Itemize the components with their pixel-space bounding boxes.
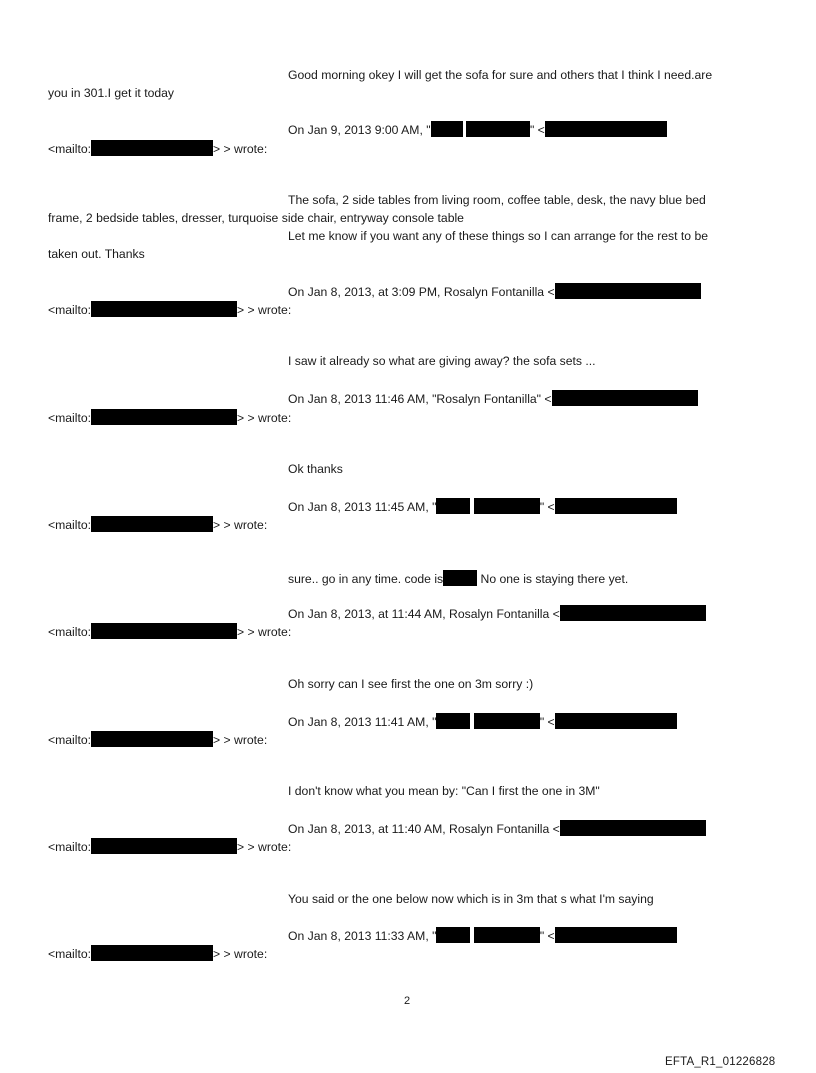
reply-header-mid: " < — [539, 929, 555, 943]
redaction-block — [552, 390, 698, 406]
wrote-label: > > wrote: — [237, 411, 292, 425]
bates-identifier: EFTA_R1_01226828 — [665, 1056, 776, 1068]
reply-header — [288, 498, 677, 515]
reply-header-prefix: On Jan 8, 2013, at 11:44 AM, Rosalyn Fontanilla < — [288, 607, 560, 621]
message-body-line: you in 301.I get it today — [48, 86, 175, 100]
reply-header-prefix: On Jan 8, 2013 11:41 AM, " — [288, 715, 437, 729]
mailto-label: <mailto: — [48, 411, 92, 425]
reply-header-mid: " < — [539, 500, 555, 514]
redaction-block — [91, 140, 213, 156]
redaction-block — [91, 301, 237, 317]
redaction-block — [466, 121, 530, 137]
reply-header-prefix: On Jan 8, 2013, at 3:09 PM, Rosalyn Fontanilla < — [288, 285, 555, 299]
mailto-label: <mailto: — [48, 840, 92, 854]
reply-mailto-line — [48, 516, 267, 533]
reply-header-mid: " < — [529, 123, 545, 137]
redaction-block — [560, 605, 706, 621]
redaction-block — [91, 731, 213, 747]
redaction-block — [474, 713, 540, 729]
reply-header-mid: " < — [539, 715, 555, 729]
message-body-line: Let me know if you want any of these things so I can arrange for the rest to be — [288, 229, 709, 243]
message-body-line — [288, 570, 628, 587]
redaction-block — [91, 516, 213, 532]
message-body-text: sure.. go in any time. code is — [288, 572, 444, 586]
reply-mailto-line — [48, 301, 291, 318]
reply-mailto-line — [48, 623, 291, 640]
mailto-label: <mailto: — [48, 142, 92, 156]
redaction-block — [431, 121, 463, 137]
message-body-line: I saw it already so what are giving away? the sofa sets ... — [288, 354, 596, 368]
reply-header-prefix: On Jan 9, 2013 9:00 AM, " — [288, 123, 431, 137]
reply-header-prefix: On Jan 8, 2013 11:46 AM, "Rosalyn Fontanilla" < — [288, 392, 552, 406]
redaction-block — [443, 570, 477, 586]
message-body-line: I don't know what you mean by: "Can I first the one in 3M" — [288, 784, 600, 798]
page-number: 2 — [404, 995, 411, 1007]
wrote-label: > > wrote: — [237, 303, 292, 317]
wrote-label: > > wrote: — [237, 840, 292, 854]
reply-mailto-line — [48, 945, 267, 962]
wrote-label: > > wrote: — [237, 625, 292, 639]
reply-header-prefix: On Jan 8, 2013, at 11:40 AM, Rosalyn Fontanilla < — [288, 822, 560, 836]
message-body-line: Ok thanks — [288, 462, 343, 476]
reply-mailto-line — [48, 409, 291, 426]
redaction-block — [436, 498, 470, 514]
redaction-block — [545, 121, 667, 137]
reply-mailto-line — [48, 140, 267, 157]
redaction-block — [474, 498, 540, 514]
redaction-block — [555, 498, 677, 514]
redaction-block — [555, 283, 701, 299]
redaction-block — [436, 927, 470, 943]
mailto-label: <mailto: — [48, 303, 92, 317]
redaction-block — [91, 623, 237, 639]
mailto-label: <mailto: — [48, 947, 92, 961]
mailto-label: <mailto: — [48, 733, 92, 747]
reply-header-prefix: On Jan 8, 2013 11:33 AM, " — [288, 929, 437, 943]
reply-header — [288, 605, 706, 622]
message-body-line: taken out. Thanks — [48, 247, 145, 261]
wrote-label: > > wrote: — [213, 518, 268, 532]
message-body-line: The sofa, 2 side tables from living room, coffee table, desk, the navy blue bed — [288, 193, 706, 207]
reply-mailto-line — [48, 731, 267, 748]
reply-header — [288, 927, 677, 944]
message-body-line: Oh sorry can I see first the one on 3m sorry :) — [288, 677, 534, 691]
redaction-block — [91, 409, 237, 425]
redaction-block — [436, 713, 470, 729]
message-body-line: frame, 2 bedside tables, dresser, turquoise side chair, entryway console table — [48, 211, 464, 225]
redaction-block — [91, 838, 237, 854]
mailto-label: <mailto: — [48, 518, 92, 532]
message-body-line: You said or the one below now which is in 3m that s what I'm saying — [288, 892, 654, 906]
reply-header — [288, 713, 677, 730]
redaction-block — [555, 927, 677, 943]
redaction-block — [555, 713, 677, 729]
reply-header — [288, 820, 706, 837]
message-body-text: No one is staying there yet. — [480, 572, 629, 586]
mailto-label: <mailto: — [48, 625, 92, 639]
reply-mailto-line — [48, 838, 291, 855]
redaction-block — [560, 820, 706, 836]
wrote-label: > > wrote: — [213, 733, 268, 747]
reply-header — [288, 390, 698, 407]
wrote-label: > > wrote: — [213, 947, 268, 961]
wrote-label: > > wrote: — [213, 142, 268, 156]
reply-header-prefix: On Jan 8, 2013 11:45 AM, " — [288, 500, 437, 514]
message-body-line: Good morning okey I will get the sofa for sure and others that I think I need.are — [288, 68, 713, 82]
reply-header — [288, 121, 667, 138]
redaction-block — [91, 945, 213, 961]
reply-header — [288, 283, 701, 300]
redaction-block — [474, 927, 540, 943]
